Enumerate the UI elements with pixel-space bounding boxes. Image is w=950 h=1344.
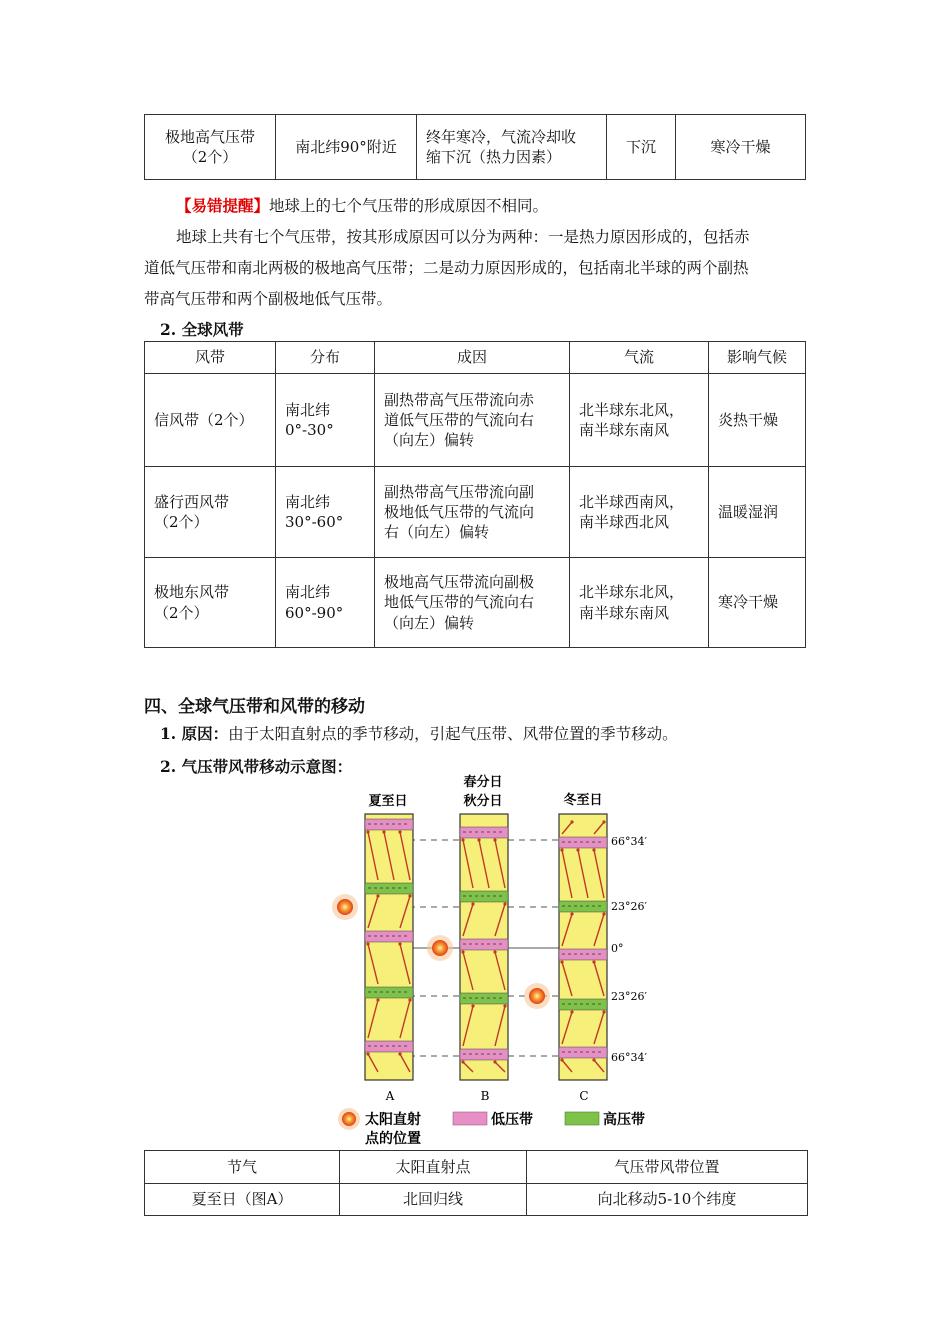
wind-count: （2个）	[154, 513, 209, 531]
lat-label-23n: 23°26′	[611, 900, 647, 913]
wind-arrow-head	[570, 912, 573, 915]
wind-arrow-head	[408, 998, 411, 1001]
wind-dist-cell	[276, 467, 375, 558]
wind-dist-line2: 60°-90°	[285, 603, 344, 622]
low-pressure-belt	[365, 931, 413, 942]
tip-text: 地球上的七个气压带的形成原因不相同。	[269, 197, 549, 215]
wind-flow-cell	[570, 558, 709, 648]
header-wind: 风带	[145, 342, 276, 374]
wind-name: 盛行西风带	[154, 492, 230, 511]
col-c-letter: C	[579, 1089, 589, 1103]
cell-sun-point: 北回归线	[340, 1184, 527, 1216]
low-pressure-belt	[559, 1047, 607, 1058]
wind-cause-cell	[375, 558, 570, 648]
low-pressure-belt	[460, 939, 508, 950]
high-pressure-belt	[460, 993, 508, 1004]
table-row	[145, 115, 806, 180]
sun-icon	[529, 988, 545, 1004]
table-row	[145, 374, 806, 467]
lat-label-0: 0°	[611, 942, 624, 955]
reason-paragraph	[160, 725, 678, 744]
wind-arrow-head	[493, 950, 496, 953]
belt-name: 极地高气压带	[164, 127, 255, 146]
wind-arrow-head	[592, 960, 595, 963]
wind-name-cell	[145, 374, 276, 467]
wind-arrow-head	[366, 942, 369, 945]
reason-label: 1. 原因：	[160, 724, 229, 743]
sun-icon	[337, 899, 353, 915]
wind-dist-line1: 南北纬	[285, 400, 331, 419]
wind-dist-line2: 0°-30°	[285, 421, 334, 439]
legend-high-swatch	[565, 1112, 599, 1125]
col-a-letter: A	[385, 1089, 395, 1103]
low-pressure-belt	[460, 1049, 508, 1060]
belt-climate: 寒冷干燥	[676, 115, 806, 180]
wind-arrow-head	[493, 838, 496, 841]
wind-arrow-head	[471, 1004, 474, 1007]
wind-cause-cell	[375, 467, 570, 558]
col-b-letter: B	[480, 1089, 490, 1103]
wind-flow-line2: 南半球西北风	[579, 513, 670, 531]
wind-arrow-head	[570, 820, 573, 823]
wind-flow-cell	[570, 467, 709, 558]
header-cause: 成因	[375, 342, 570, 374]
wind-climate: 炎热干燥	[709, 374, 806, 467]
wind-arrow-head	[376, 998, 379, 1001]
header-climate: 影响气候	[709, 342, 806, 374]
cell-term: 夏至日（图A）	[145, 1184, 340, 1216]
header-sun-point: 太阳直射点	[340, 1151, 527, 1184]
tip-paragraph	[176, 197, 548, 216]
low-pressure-belt	[460, 827, 508, 838]
wind-arrow-head	[570, 1010, 573, 1013]
wind-arrow-head	[408, 894, 411, 897]
wind-arrow-head	[461, 838, 464, 841]
high-pressure-belt	[365, 883, 413, 894]
header-flow: 气流	[570, 342, 709, 374]
wind-arrow-head	[461, 950, 464, 953]
high-pressure-belt	[559, 901, 607, 912]
wind-arrow-head	[592, 848, 595, 851]
wind-arrow-head	[560, 960, 563, 963]
pressure-belt-table	[144, 114, 806, 180]
wind-cause-cell	[375, 374, 570, 467]
belt-motion: 下沉	[607, 115, 676, 180]
wind-arrow-head	[560, 1058, 563, 1061]
wind-climate: 温暖湿润	[709, 467, 806, 558]
wind-dist-cell	[276, 374, 375, 467]
belt-cause-cell	[417, 115, 607, 180]
wind-arrow-head	[477, 838, 480, 841]
wind-arrow-head	[503, 1004, 506, 1007]
legend-low-swatch	[453, 1112, 487, 1125]
header-dist: 分布	[276, 342, 375, 374]
fig-label: 2. 气压带风带移动示意图：	[160, 757, 353, 776]
wind-name-cell	[145, 467, 276, 558]
wind-arrow-head	[493, 1060, 496, 1063]
wind-dist-line1: 南北纬	[285, 492, 331, 511]
wind-dist-cell	[276, 558, 375, 648]
wind-cause-line1: 极地高气压带流向副极	[384, 573, 535, 592]
belt-location: 南北纬90°附近	[276, 115, 417, 180]
table-row	[145, 558, 806, 648]
wind-arrow-head	[382, 830, 385, 833]
wind-cause-line1: 副热带高气压带流向副	[384, 482, 535, 501]
wind-climate: 寒冷干燥	[709, 558, 806, 648]
wind-cause-line3: （向左）偏转	[384, 613, 475, 632]
wind-flow-cell	[570, 374, 709, 467]
tip-label: 【易错提醒】	[176, 196, 270, 215]
belt-name-cell	[145, 115, 276, 180]
pressure-wind-diagram	[325, 770, 665, 1150]
season-table	[144, 1150, 808, 1216]
wind-cause-line3: （向左）偏转	[384, 431, 475, 450]
wind-name: 信风带（2个）	[154, 410, 254, 429]
wind-cause-line2: 极地低气压带的气流向	[384, 502, 535, 521]
section4-title: 四、全球气压带和风带的移动	[144, 697, 365, 717]
wind-arrow-head	[398, 942, 401, 945]
low-pressure-belt	[559, 949, 607, 960]
para-line2: 道低气压带和南北两极的极地高气压带；二是动力原因形成的，包括南北半球的两个副热	[144, 259, 749, 277]
legend-sun-label1: 太阳直射	[365, 1112, 421, 1128]
low-pressure-belt	[365, 1041, 413, 1052]
cell-belt-position: 向北移动5-10个纬度	[527, 1184, 808, 1216]
wind-name: 极地东风带	[154, 583, 230, 602]
belt-cause-line1: 终年寒冷，气流冷却收	[426, 127, 577, 146]
lat-label-66n: 66°34′	[611, 835, 647, 848]
table-header-row	[145, 1151, 808, 1184]
wind-arrow-head	[503, 902, 506, 905]
wind-flow-line1: 北半球东北风，	[579, 583, 685, 602]
table-row	[145, 1184, 808, 1216]
wind-dist-line2: 30°-60°	[285, 513, 344, 531]
wind-arrow-head	[398, 830, 401, 833]
wind-flow-line1: 北半球西南风，	[579, 492, 685, 511]
wind-arrow-head	[461, 1060, 464, 1063]
wind-cause-line2: 道低气压带的气流向右	[384, 410, 535, 429]
high-pressure-belt	[365, 987, 413, 998]
legend-sun-label2: 点的位置	[365, 1131, 421, 1147]
wind-arrow-head	[471, 902, 474, 905]
wind-flow-line2: 南半球东南风	[579, 421, 670, 439]
col-b-title2: 秋分日	[463, 794, 503, 809]
low-pressure-belt	[559, 837, 607, 848]
legend-low-label: 低压带	[491, 1112, 533, 1128]
legend-high-label: 高压带	[603, 1112, 645, 1128]
wind-arrow-head	[366, 1052, 369, 1055]
legend-sun-icon	[338, 1108, 360, 1130]
wind-arrow-head	[602, 912, 605, 915]
belt-column	[559, 814, 607, 1080]
wind-name-cell	[145, 558, 276, 648]
lat-label-66s: 66°34′	[611, 1051, 647, 1064]
wind-heading: 2. 全球风带	[160, 320, 244, 339]
high-pressure-belt	[559, 999, 607, 1010]
belt-cause-line2: 缩下沉（热力因素）	[426, 148, 562, 166]
lat-label-23s: 23°26′	[611, 990, 647, 1003]
wind-dist-line1: 南北纬	[285, 583, 331, 602]
wind-cause-line1: 副热带高气压带流向赤	[384, 390, 535, 409]
header-belt-position: 气压带风带位置	[527, 1151, 808, 1184]
wind-flow-line2: 南半球东南风	[579, 603, 670, 622]
wind-table	[144, 341, 806, 648]
wind-cause-line3: 右（向左）偏转	[384, 523, 490, 542]
wind-arrow-head	[592, 1058, 595, 1061]
header-term: 节气	[145, 1151, 340, 1184]
belt-columns	[365, 814, 607, 1080]
reason-text: 由于太阳直射点的季节移动，引起气压带、风带位置的季节移动。	[228, 725, 678, 743]
col-b-title1: 春分日	[463, 775, 503, 790]
wind-flow-line1: 北半球东北风，	[579, 400, 685, 419]
wind-count: （2个）	[154, 603, 209, 622]
high-pressure-belt	[460, 891, 508, 902]
table-header-row	[145, 342, 806, 374]
belt-count: （2个）	[182, 148, 238, 166]
col-a-title: 夏至日	[368, 794, 408, 809]
wind-arrow-head	[560, 848, 563, 851]
wind-arrow-head	[398, 1052, 401, 1055]
para-line3: 带高气压带和两个副极地低气压带。	[144, 290, 393, 308]
wind-arrow-head	[366, 830, 369, 833]
col-c-title: 冬至日	[563, 793, 603, 808]
wind-arrow-head	[602, 1010, 605, 1013]
para-line1: 地球上共有七个气压带，按其形成原因可以分为两种：一是热力原因形成的，包括赤	[176, 228, 750, 246]
wind-arrow-head	[376, 894, 379, 897]
wind-arrow-head	[602, 820, 605, 823]
table-row	[145, 467, 806, 558]
sun-icon	[432, 940, 448, 956]
wind-cause-line2: 地低气压带的气流向右	[384, 593, 535, 612]
wind-arrow-head	[576, 848, 579, 851]
low-pressure-belt	[365, 819, 413, 830]
